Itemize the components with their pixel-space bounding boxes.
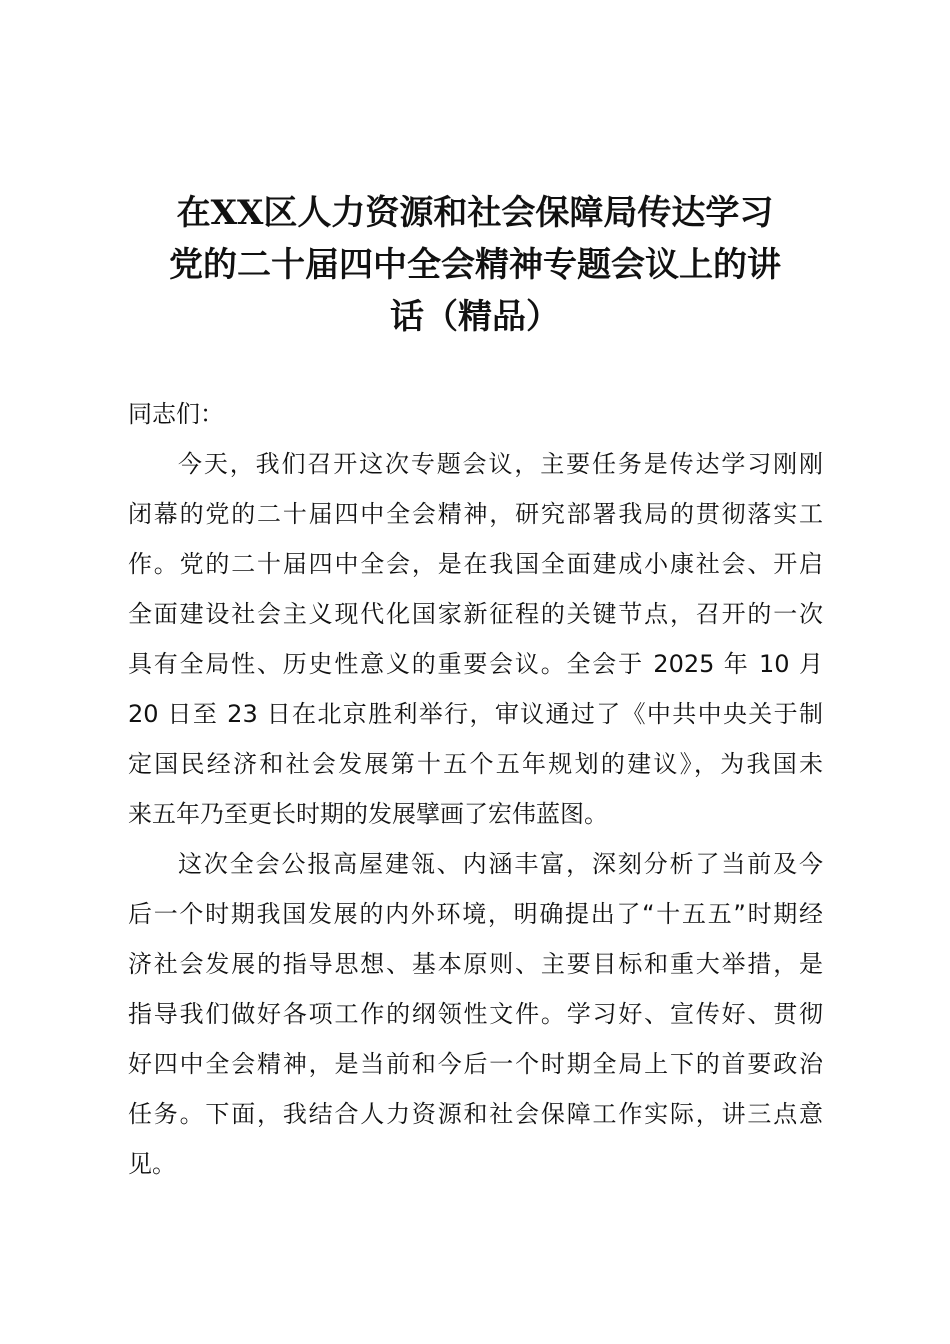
- paragraph-line: 这次全会公报高屋建瓴、内涵丰富，深刻分析了当前及今: [178, 850, 823, 878]
- paragraph-line: 见。: [128, 1150, 176, 1178]
- title-line: 党的二十届四中全会精神专题会议上的讲: [169, 245, 781, 285]
- paragraph-line: 作。党的二十届四中全会，是在我国全面建成小康社会、开启: [128, 550, 823, 578]
- paragraph-line: 具有全局性、历史性意义的重要会议。全会于 2025 年 10 月: [128, 650, 823, 678]
- paragraph-line: 来五年乃至更长时期的发展擘画了宏伟蓝图。: [128, 800, 608, 828]
- document-body: [128, 389, 823, 1189]
- paragraph-line: 后一个时期我国发展的内外环境，明确提出了“十五五”时期经: [128, 900, 823, 928]
- paragraph-line: 闭幕的党的二十届四中全会精神，研究部署我局的贯彻落实工: [128, 500, 823, 528]
- paragraph-line: 好四中全会精神，是当前和今后一个时期全局上下的首要政治: [128, 1050, 823, 1078]
- title-line: 话（精品）: [390, 297, 560, 337]
- paragraph-2: [128, 839, 823, 1189]
- paragraph-line: 定国民经济和社会发展第十五个五年规划的建议》，为我国未: [128, 750, 823, 778]
- paragraph-line: 20 日至 23 日在北京胜利举行，审议通过了《中共中央关于制: [128, 700, 823, 728]
- paragraph-line: 今天，我们召开这次专题会议，主要任务是传达学习刚刚: [178, 450, 823, 478]
- paragraph-line: 任务。下面，我结合人力资源和社会保障工作实际，讲三点意: [128, 1100, 823, 1128]
- title-line: 在XX区人力资源和社会保障局传达学习: [176, 193, 774, 233]
- paragraph-line: 全面建设社会主义现代化国家新征程的关键节点，召开的一次: [128, 600, 823, 628]
- document-title: [120, 187, 830, 343]
- paragraph-line: 济社会发展的指导思想、基本原则、主要目标和重大举措，是: [128, 950, 823, 978]
- paragraph-line: 指导我们做好各项工作的纲领性文件。学习好、宣传好、贯彻: [128, 1000, 823, 1028]
- paragraph-1: [128, 439, 823, 839]
- greeting: 同志们：: [128, 400, 224, 428]
